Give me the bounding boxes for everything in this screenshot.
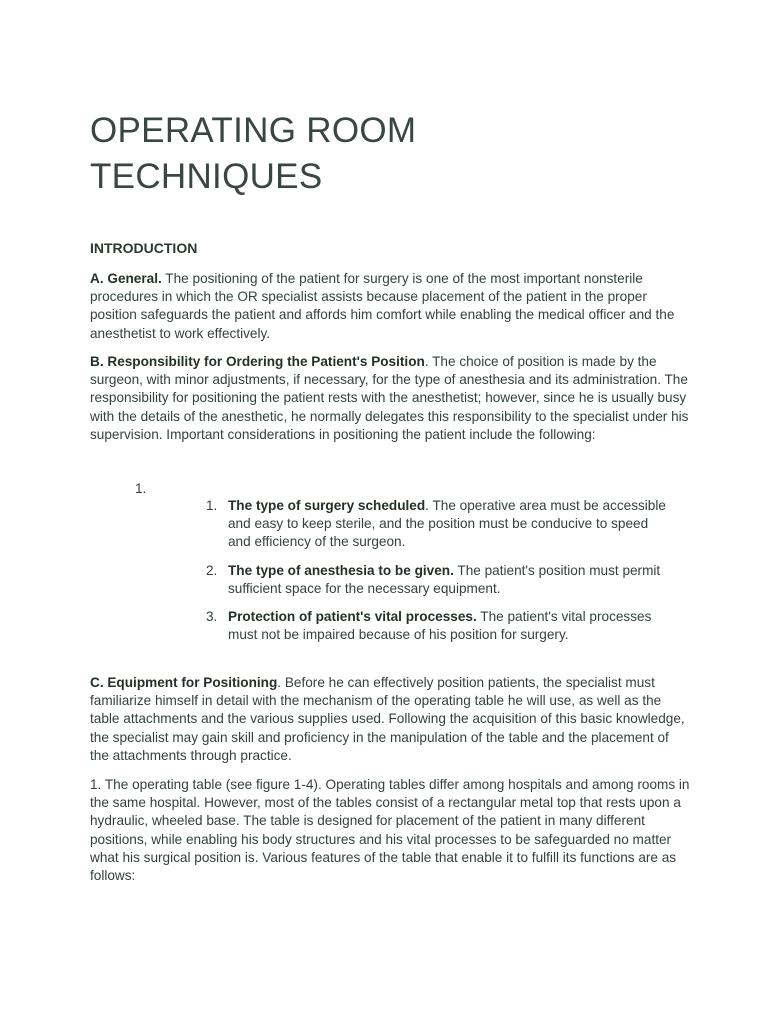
paragraph-operating-table: 1. The operating table (see figure 1-4). Operating tables differ among hospitals and among rooms in the same hospital. However, most of the tables consist of a rectangular metal top that rests upon a hydraulic, wheeled base. The table is designed for placement of the patient in many different positions, while enabling his body structures and his vital processes to be safeguarded no matter what his surgical position is. Various features of the table that enable it to fulfill its functions are as follows: xyxy=(90,777,690,884)
list-item-text: . The operative area must be accessible and easy to keep sterile, and the position must be conducive to speed and efficiency of the surgeon. xyxy=(228,498,666,550)
paragraph-equipment xyxy=(90,674,690,765)
list-item-number: 1. xyxy=(206,498,218,513)
list-item-number: 2. xyxy=(206,562,218,578)
outer-list-number: 1. xyxy=(135,481,147,496)
list-item-text: The patient's vital processes must not be impaired because of his position for surgery. xyxy=(228,609,652,643)
paragraph-equipment-label: C. Equipment for Positioning xyxy=(90,675,278,690)
paragraph-general-text: The positioning of the patient for surgery is one of the most important nonsterile procedures in which the OR specialist assists because placement of the patient in the proper position safeguards the patient and affords him comfort while enabling the medical officer and the anesthetist to work effectively. xyxy=(90,271,675,341)
list-item xyxy=(200,562,670,598)
list-item xyxy=(200,497,670,552)
paragraph-equipment-text: . Before he can effectively position patients, the specialist must familiarize himself in detail with the mechanism of the operating table he will use, as well as the table attachments and the various supplies used. Following the acquisition of this basic knowledge, the specialist may gain skill and proficiency in the manipulation of the table and the placement of the attachments through practice. xyxy=(90,675,685,763)
section-heading: INTRODUCTION xyxy=(90,240,198,256)
list-item-text: The patient's position must permit sufficient space for the necessary equipment. xyxy=(228,562,661,596)
paragraph-responsibility xyxy=(90,353,690,444)
list-item-label: The type of surgery scheduled xyxy=(228,498,426,513)
paragraph-responsibility-label: B. Responsibility for Ordering the Patient's Position xyxy=(90,354,425,369)
paragraph-general xyxy=(90,270,690,343)
list-item-number: 3. xyxy=(206,609,218,625)
considerations-list xyxy=(200,497,670,654)
document-title: OPERATING ROOM TECHNIQUES xyxy=(90,111,417,196)
list-item-label: Protection of patient's vital processes. xyxy=(228,609,477,625)
list-item-label: The type of anesthesia to be given. xyxy=(228,562,454,578)
paragraph-responsibility-text: . The choice of position is made by the surgeon, with minor adjustments, if necessary, for the type of anesthesia and its administration. The responsibility for positioning the patient rests with the anesthetist; however, since he is usually busy with the details of the anesthetic, he normally delegates this responsibility to the specialist under his supervision. Important considerations in positioning the patient include the following: xyxy=(90,354,689,442)
list-item xyxy=(200,608,670,644)
paragraph-general-label: A. General. xyxy=(90,271,162,286)
